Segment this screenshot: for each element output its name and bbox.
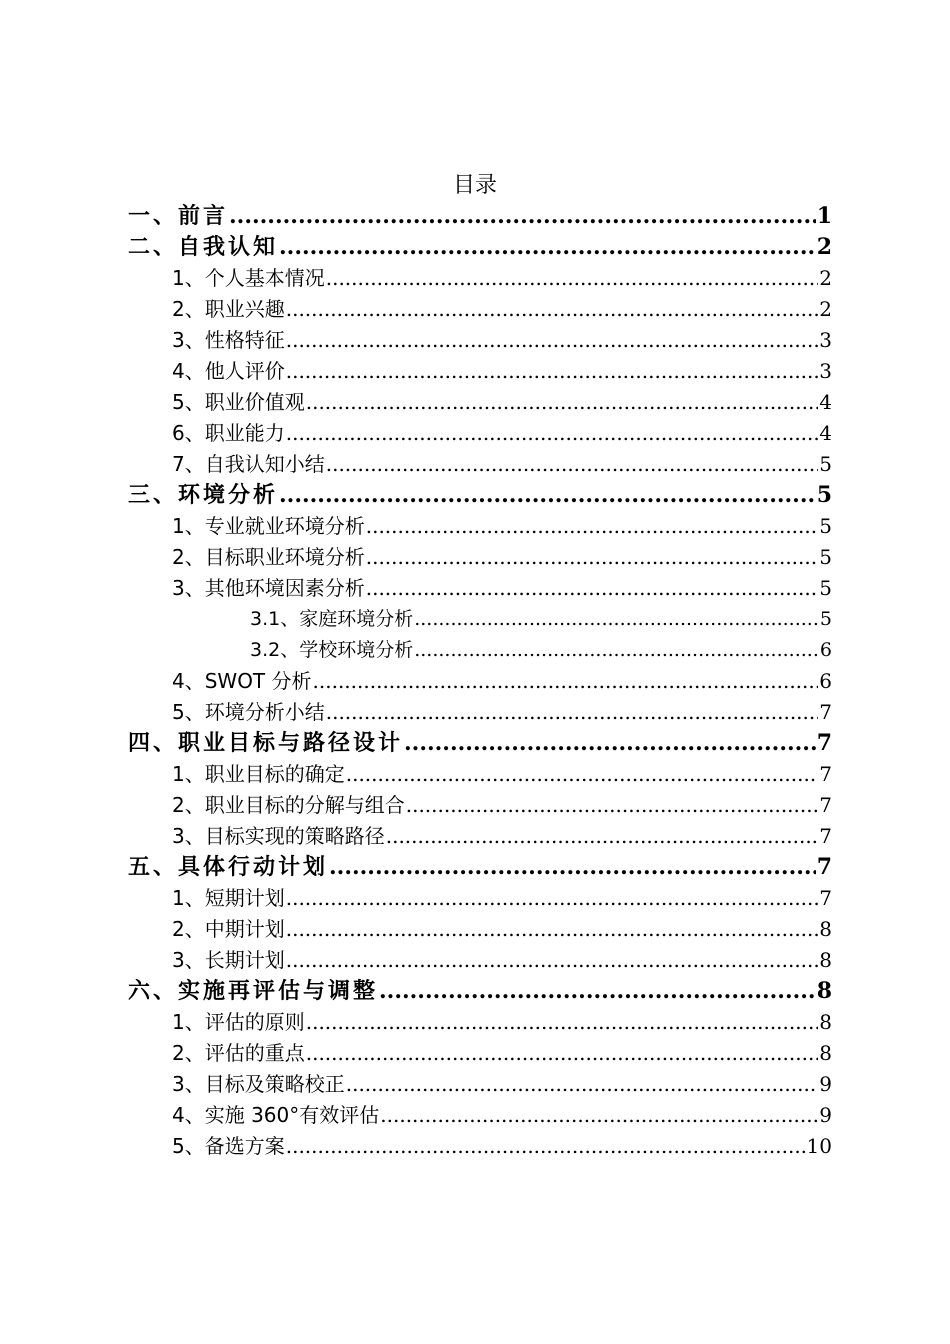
toc-entry[interactable] <box>128 325 832 356</box>
toc-entry[interactable] <box>128 790 832 821</box>
table-of-contents <box>128 201 832 1162</box>
toc-entry[interactable] <box>128 449 832 480</box>
toc-entry[interactable] <box>128 418 832 449</box>
toc-entry[interactable] <box>128 697 832 728</box>
toc-entry[interactable] <box>128 201 832 232</box>
toc-dot-leader <box>346 1069 819 1100</box>
toc-dot-leader <box>286 1131 806 1162</box>
toc-entry[interactable] <box>128 1069 832 1100</box>
toc-page-number: 3 <box>819 328 832 352</box>
toc-entry[interactable] <box>128 604 832 635</box>
toc-entry-text: 3、性格特征 <box>172 328 285 352</box>
toc-dot-leader <box>286 418 819 449</box>
toc-page-number: 2 <box>819 266 832 290</box>
toc-entry-text: 3、目标及策略校正 <box>172 1072 345 1096</box>
toc-page-number: 9 <box>819 1072 832 1096</box>
toc-entry[interactable] <box>128 666 832 697</box>
toc-page-number: 5 <box>819 608 832 630</box>
toc-entry[interactable] <box>128 976 832 1007</box>
toc-entry[interactable] <box>128 883 832 914</box>
toc-entry-text: 3.1、家庭环境分析 <box>250 608 414 630</box>
toc-page-number: 10 <box>806 1134 832 1158</box>
toc-entry[interactable] <box>128 294 832 325</box>
page-title: 目录 <box>452 173 497 198</box>
toc-entry-text: 1、短期计划 <box>172 886 285 910</box>
toc-entry-text: 四、职业目标与路径设计 <box>128 731 404 756</box>
toc-entry[interactable] <box>128 542 832 573</box>
toc-page-number: 4 <box>819 421 832 445</box>
toc-page-number: 7 <box>819 824 832 848</box>
toc-entry[interactable] <box>128 945 832 976</box>
toc-entry[interactable] <box>128 821 832 852</box>
toc-dot-leader <box>329 852 816 883</box>
toc-dot-leader <box>326 263 819 294</box>
toc-dot-leader <box>286 914 819 945</box>
toc-entry-text: 二、自我认知 <box>128 235 279 260</box>
toc-page-number: 7 <box>816 730 832 756</box>
toc-dot-leader <box>326 697 819 728</box>
toc-dot-leader <box>286 356 819 387</box>
toc-entry-text: 3、目标实现的策略路径 <box>172 824 385 848</box>
toc-dot-leader <box>229 201 816 232</box>
toc-dot-leader <box>414 604 819 635</box>
toc-page-number: 5 <box>816 482 832 508</box>
toc-entry-text: 4、他人评价 <box>172 359 285 383</box>
toc-entry[interactable] <box>128 635 832 666</box>
toc-dot-leader <box>306 1007 819 1038</box>
toc-dot-leader <box>326 449 819 480</box>
toc-page-number: 8 <box>819 917 832 941</box>
toc-entry[interactable] <box>128 356 832 387</box>
toc-page-number: 5 <box>819 452 832 476</box>
toc-entry-text: 1、职业目标的确定 <box>172 762 345 786</box>
toc-entry[interactable] <box>128 759 832 790</box>
toc-entry[interactable] <box>128 232 832 263</box>
toc-entry[interactable] <box>128 728 832 759</box>
toc-entry-text: 5、职业价值观 <box>172 390 305 414</box>
toc-entry-text: 2、目标职业环境分析 <box>172 545 365 569</box>
toc-dot-leader <box>404 728 816 759</box>
toc-page-number: 2 <box>819 297 832 321</box>
toc-entry-text: 3、长期计划 <box>172 948 285 972</box>
toc-dot-leader <box>346 759 819 790</box>
toc-dot-leader <box>286 294 819 325</box>
toc-entry[interactable] <box>128 387 832 418</box>
toc-page-number: 8 <box>819 948 832 972</box>
toc-entry-text: 5、备选方案 <box>172 1134 285 1158</box>
toc-entry-text: 五、具体行动计划 <box>128 855 329 880</box>
toc-dot-leader <box>380 1100 818 1131</box>
toc-dot-leader <box>406 790 819 821</box>
toc-entry[interactable] <box>128 1131 832 1162</box>
toc-page-number: 3 <box>819 359 832 383</box>
toc-page-number: 7 <box>816 854 832 880</box>
toc-dot-leader <box>286 945 819 976</box>
toc-entry-text: 7、自我认知小结 <box>172 452 325 476</box>
toc-page-number: 1 <box>816 203 832 229</box>
toc-dot-leader <box>306 1038 819 1069</box>
toc-entry-text: 一、前言 <box>128 204 229 229</box>
toc-entry-text: 2、职业目标的分解与组合 <box>172 793 405 817</box>
toc-page-number: 9 <box>819 1103 832 1127</box>
toc-entry[interactable] <box>128 263 832 294</box>
toc-dot-leader <box>286 883 819 914</box>
toc-entry-text: 6、职业能力 <box>172 421 285 445</box>
toc-dot-leader <box>279 480 816 511</box>
toc-page-number: 6 <box>819 639 832 661</box>
toc-entry-text: 1、专业就业环境分析 <box>172 514 365 538</box>
toc-dot-leader <box>313 666 819 697</box>
toc-entry[interactable] <box>128 1038 832 1069</box>
toc-page-number: 7 <box>819 762 832 786</box>
toc-dot-leader <box>306 387 819 418</box>
toc-page-number: 2 <box>816 234 832 260</box>
toc-page-number: 7 <box>819 700 832 724</box>
toc-dot-leader <box>379 976 816 1007</box>
toc-page-number: 8 <box>819 1010 832 1034</box>
toc-dot-leader <box>366 542 819 573</box>
toc-page-number: 5 <box>819 576 832 600</box>
toc-entry-text: 三、环境分析 <box>128 483 279 508</box>
toc-entry[interactable] <box>128 852 832 883</box>
toc-entry-text: 3、其他环境因素分析 <box>172 576 365 600</box>
toc-entry[interactable] <box>128 480 832 511</box>
toc-entry[interactable] <box>128 1007 832 1038</box>
toc-page-number: 8 <box>816 978 832 1004</box>
toc-entry-text: 1、评估的原则 <box>172 1010 305 1034</box>
toc-entry-text: 1、个人基本情况 <box>172 266 325 290</box>
toc-dot-leader <box>386 821 819 852</box>
toc-entry[interactable] <box>128 511 832 542</box>
toc-entry[interactable] <box>128 914 832 945</box>
toc-entry-text: 5、环境分析小结 <box>172 700 325 724</box>
toc-dot-leader <box>286 325 819 356</box>
toc-entry-text: 2、职业兴趣 <box>172 297 285 321</box>
toc-dot-leader <box>366 573 819 604</box>
toc-page-number: 4 <box>819 390 832 414</box>
toc-page-number: 7 <box>819 886 832 910</box>
toc-entry-text: 4、SWOT 分析 <box>172 669 312 693</box>
toc-dot-leader <box>279 232 816 263</box>
toc-entry-text: 3.2、学校环境分析 <box>250 639 414 661</box>
toc-page-number: 6 <box>819 669 832 693</box>
toc-entry-text: 六、实施再评估与调整 <box>128 979 379 1004</box>
toc-dot-leader <box>414 635 819 666</box>
toc-dot-leader <box>366 511 819 542</box>
toc-entry-text: 2、评估的重点 <box>172 1041 305 1065</box>
toc-entry[interactable] <box>128 573 832 604</box>
toc-entry-text: 2、中期计划 <box>172 917 285 941</box>
toc-page-number: 8 <box>819 1041 832 1065</box>
toc-page-number: 7 <box>819 793 832 817</box>
toc-page-number: 5 <box>819 545 832 569</box>
toc-page-number: 5 <box>819 514 832 538</box>
toc-entry[interactable] <box>128 1100 832 1131</box>
toc-entry-text: 4、实施 360°有效评估 <box>172 1103 380 1127</box>
